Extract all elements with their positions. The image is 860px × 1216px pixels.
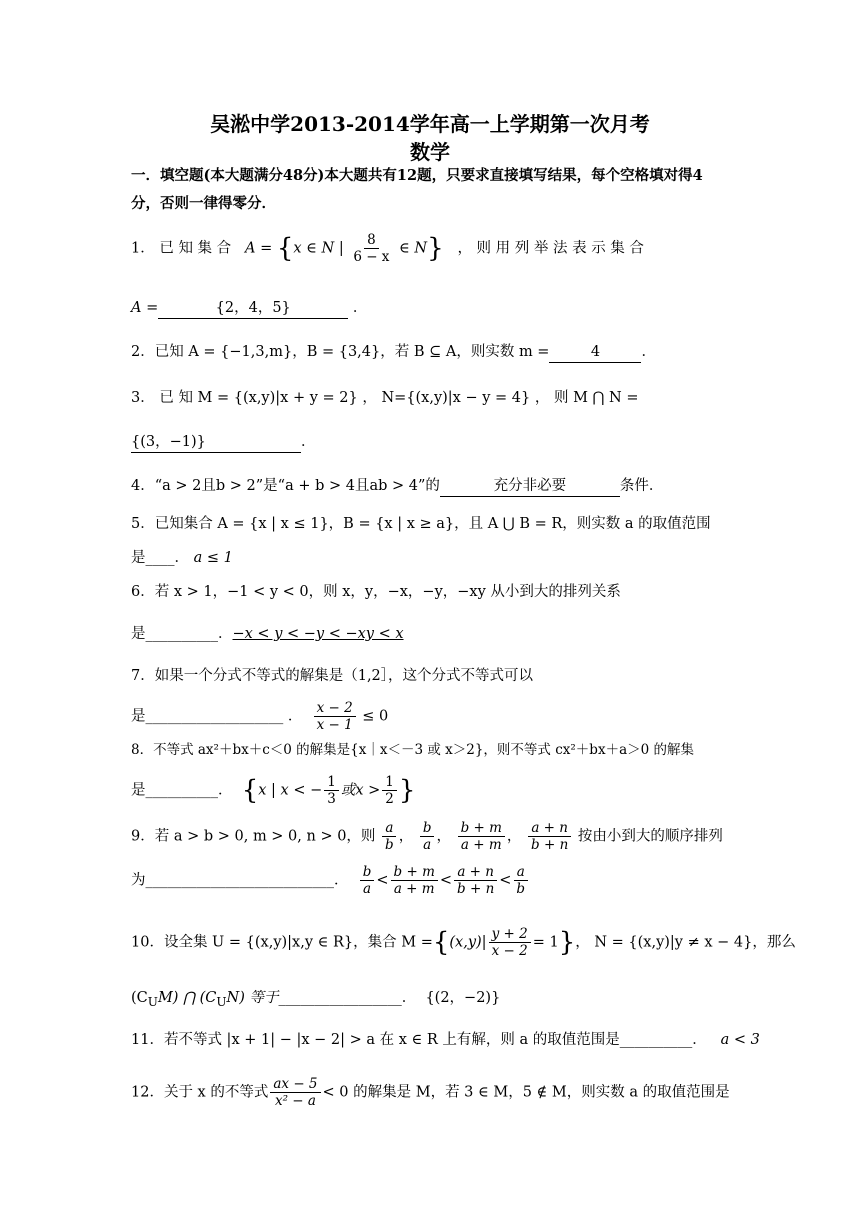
q7-fraction	[314, 700, 356, 733]
q3-end: ．	[301, 434, 316, 450]
q8-frac2-den: 2	[385, 791, 394, 807]
question-6-answer-line	[131, 624, 404, 644]
question-9: 9．若 a > b > 0, m > 0, n > 0，则 $\frac{a}{b}$ ， $\frac{b}{a}$ ， $\frac{b + m}{a + m}$ ， $\frac{a + n}{b + n}$ 按由小到大的顺序排列	[131, 820, 723, 853]
q9-f3-num: b + m	[458, 820, 505, 837]
q1-answer: {2，4，5}	[158, 298, 348, 319]
q9-f2-den: a	[423, 837, 432, 853]
q10-sub-u1: U	[147, 994, 158, 1009]
q9-a2-den: a + m	[393, 881, 435, 897]
q4-text: 4．“a > 2且b > 2”是“a + b > 4且ab > 4”的	[131, 478, 440, 494]
q9-a4	[513, 864, 528, 897]
q9-a3	[454, 864, 497, 897]
q6-answer: −x < y < −y < −xy < x	[232, 626, 404, 642]
q10-blank: _________________．	[278, 990, 417, 1006]
question-4	[131, 476, 663, 497]
q5-text: 5．已知集合 A = {x | x ≤ 1}，B = {x | x ≥ a}，且 A ⋃ B = R，则实数 a 的取值范围	[131, 516, 711, 532]
q10-line2-a: (C	[131, 990, 148, 1006]
q9-a1-den: a	[363, 881, 372, 897]
q5-blank: ____．	[145, 550, 189, 566]
q9-answer-prefix: 为	[131, 872, 146, 889]
q12-frac-den: x² − a	[274, 1093, 316, 1109]
q11-text: 11．若不等式 |x + 1| − |x − 2| > a 在 x ∈ R 上有解，则 a 的取值范围是	[131, 1032, 620, 1048]
question-5-answer-line	[131, 548, 233, 568]
q1-answer-prefix: A =	[131, 300, 159, 316]
q8-answer-a: x | x < −	[258, 782, 323, 799]
q9-f1	[382, 820, 397, 853]
q8-text: 8．不等式 ax²＋bx＋c＜0 的解集是{x｜x＜－3 或 x＞2}，则不等式 cx²＋bx＋a＞0 的解集	[131, 742, 694, 758]
q9-a2-num: b + m	[391, 864, 438, 881]
q12-frac-num: ax − 5	[270, 1076, 320, 1093]
q1-frac-num: 8	[364, 232, 379, 249]
q9-text: 9．若 a > b > 0, m > 0, n > 0，则	[131, 828, 376, 845]
q10-frac-num: y + 2	[489, 926, 531, 943]
question-3	[131, 388, 638, 408]
q9-a4-num: a	[514, 864, 528, 881]
exam-title: 吴淞中学2013-2014学年高一上学期第一次月考	[210, 112, 650, 136]
q7-text: 7．如果一个分式不等式的解集是（1,2］，这个分式不等式可以	[131, 668, 534, 684]
q10-text: 10．设全集 U = {(x,y)|x,y ∈ R}，集合 M =	[131, 934, 433, 951]
q2-end: ．	[641, 344, 656, 360]
question-3-answer-line	[131, 432, 316, 453]
q9-a3-num: a + n	[454, 864, 497, 881]
q1-fraction	[350, 232, 392, 265]
section-heading: 一．填空题(本大题满分48分)本大题共有12题，只要求直接填写结果，每个空格填对得4分，否则一律得零分．	[131, 167, 703, 212]
q11-answer: a < 3	[720, 1032, 760, 1048]
q1-set-body: x ∈ N |	[293, 240, 349, 257]
q9-tail: 按由小到大的顺序排列	[577, 828, 723, 845]
question-7-answer-line	[131, 700, 388, 733]
q9-f4-num: a + n	[528, 820, 571, 837]
q9-a4-den: b	[516, 881, 526, 897]
q1-tail: ， 则 用 列 举 法 表 示 集 合	[457, 240, 644, 257]
q2-answer: 4	[549, 342, 641, 363]
question-1-answer-line	[131, 298, 367, 319]
q9-f1-den: b	[385, 837, 394, 853]
q5-answer-prefix: 是	[131, 550, 146, 566]
q10-m-tail: = 1	[532, 934, 559, 951]
question-8	[131, 740, 694, 760]
q10-answer: {(2，−2)}	[425, 990, 501, 1006]
q9-f4-den: b + n	[531, 837, 569, 853]
q10-frac-den: x − 2	[491, 943, 528, 959]
q7-blank: ___________________ ．	[145, 708, 303, 725]
q4-answer: 充分非必要	[440, 476, 620, 497]
q8-answer-b: 或x >	[340, 782, 381, 799]
q7-answer-tail: ≤ 0	[357, 708, 389, 725]
q8-frac-2	[382, 774, 397, 807]
q8-blank: __________．	[145, 782, 233, 799]
question-7	[131, 666, 533, 686]
q1-set-lhs: A =	[245, 240, 277, 257]
q9-a3-den: b + n	[457, 881, 495, 897]
q9-f1-num: a	[382, 820, 396, 837]
question-6	[131, 582, 621, 602]
q9-f3	[458, 820, 505, 853]
q11-blank: __________．	[619, 1032, 707, 1048]
question-5	[131, 514, 711, 534]
q9-a2	[391, 864, 438, 897]
q9-a1	[360, 864, 375, 897]
q6-answer-prefix: 是	[131, 626, 146, 642]
q6-blank: __________．	[145, 626, 233, 642]
exam-subject: 数学	[410, 140, 450, 164]
q9-f2-num: b	[420, 820, 435, 837]
q1-text: 1． 已 知 集 合	[131, 240, 232, 257]
q9-blank: __________________________．	[145, 872, 349, 889]
question-9-answer-line: 为__________________________． $\frac{b}{a}$ < $\frac{b + m}{a + m}$ < $\frac{a + n}{b + n}$ < $\frac{a}{b}$	[131, 864, 530, 897]
q12-text: 12．关于 x 的不等式	[131, 1084, 269, 1101]
q1-set-tail: ∈ N	[394, 240, 428, 257]
q12-fraction	[270, 1076, 320, 1109]
question-11	[131, 1030, 760, 1050]
q10-sub-u2: U	[216, 994, 227, 1009]
q8-frac1-den: 3	[327, 791, 336, 807]
q8-frac-1	[324, 774, 339, 807]
q1-frac-den: 6 − x	[353, 249, 390, 265]
q7-answer-prefix: 是	[131, 708, 146, 725]
q1-end: ．	[352, 300, 368, 316]
q5-answer: a ≤ 1	[193, 550, 233, 566]
q10-line2-c: N) 等于	[226, 990, 279, 1006]
q7-frac-den: x − 1	[316, 717, 353, 733]
question-12	[131, 1076, 730, 1109]
q3-answer: {(3，−1)}	[131, 432, 301, 453]
q7-frac-num: x − 2	[314, 700, 356, 717]
q9-a1-num: b	[360, 864, 375, 881]
q9-f2	[420, 820, 435, 853]
question-8-answer-line: 是__________． {x | x < − $\frac{1}{3}$ 或x > $\frac{1}{2}$ }	[131, 774, 416, 807]
q10-fraction	[489, 926, 531, 959]
q6-text: 6．若 x > 1，−1 < y < 0，则 x，y，−x，−y，−xy 从小到大的排列关系	[131, 584, 621, 600]
q8-answer-prefix: 是	[131, 782, 146, 799]
q8-frac2-num: 1	[382, 774, 397, 791]
q10-m-body: (x,y)|	[449, 934, 487, 951]
question-1: 1． 已 知 集 合 A = {x ∈ N | $\frac{8}{6 - x}$ ∈ N} ， 则 用 列 举 法 表 示 集 合	[131, 232, 644, 265]
q10-line2-b: M) ⋂ (C	[157, 990, 217, 1006]
q9-f4	[528, 820, 571, 853]
question-10-answer-line	[131, 988, 500, 1012]
q4-end: 条件．	[619, 478, 664, 494]
q12-tail: < 0 的解集是 M，若 3 ∈ M，5 ∉ M，则实数 a 的取值范围是	[322, 1084, 730, 1101]
question-10: 10．设全集 U = {(x,y)|x,y ∈ R}，集合 M ={(x,y)| $\frac{y + 2}{x - 2}$ = 1}， N = {(x,y)|y ≠ x − 4}，那么	[131, 926, 796, 959]
q8-frac1-num: 1	[324, 774, 339, 791]
q2-text: 2．已知 A = {−1,3,m}，B = {3,4}，若 B ⊆ A，则实数 m =	[131, 344, 550, 360]
q3-text: 3． 已 知 M = {(x,y)|x + y = 2} ， N={(x,y)|x − y = 4} ， 则 M ⋂ N =	[131, 390, 639, 406]
question-2	[131, 342, 656, 363]
q9-f3-den: a + m	[460, 837, 502, 853]
q10-tail: ， N = {(x,y)|y ≠ x − 4}，那么	[575, 934, 796, 951]
